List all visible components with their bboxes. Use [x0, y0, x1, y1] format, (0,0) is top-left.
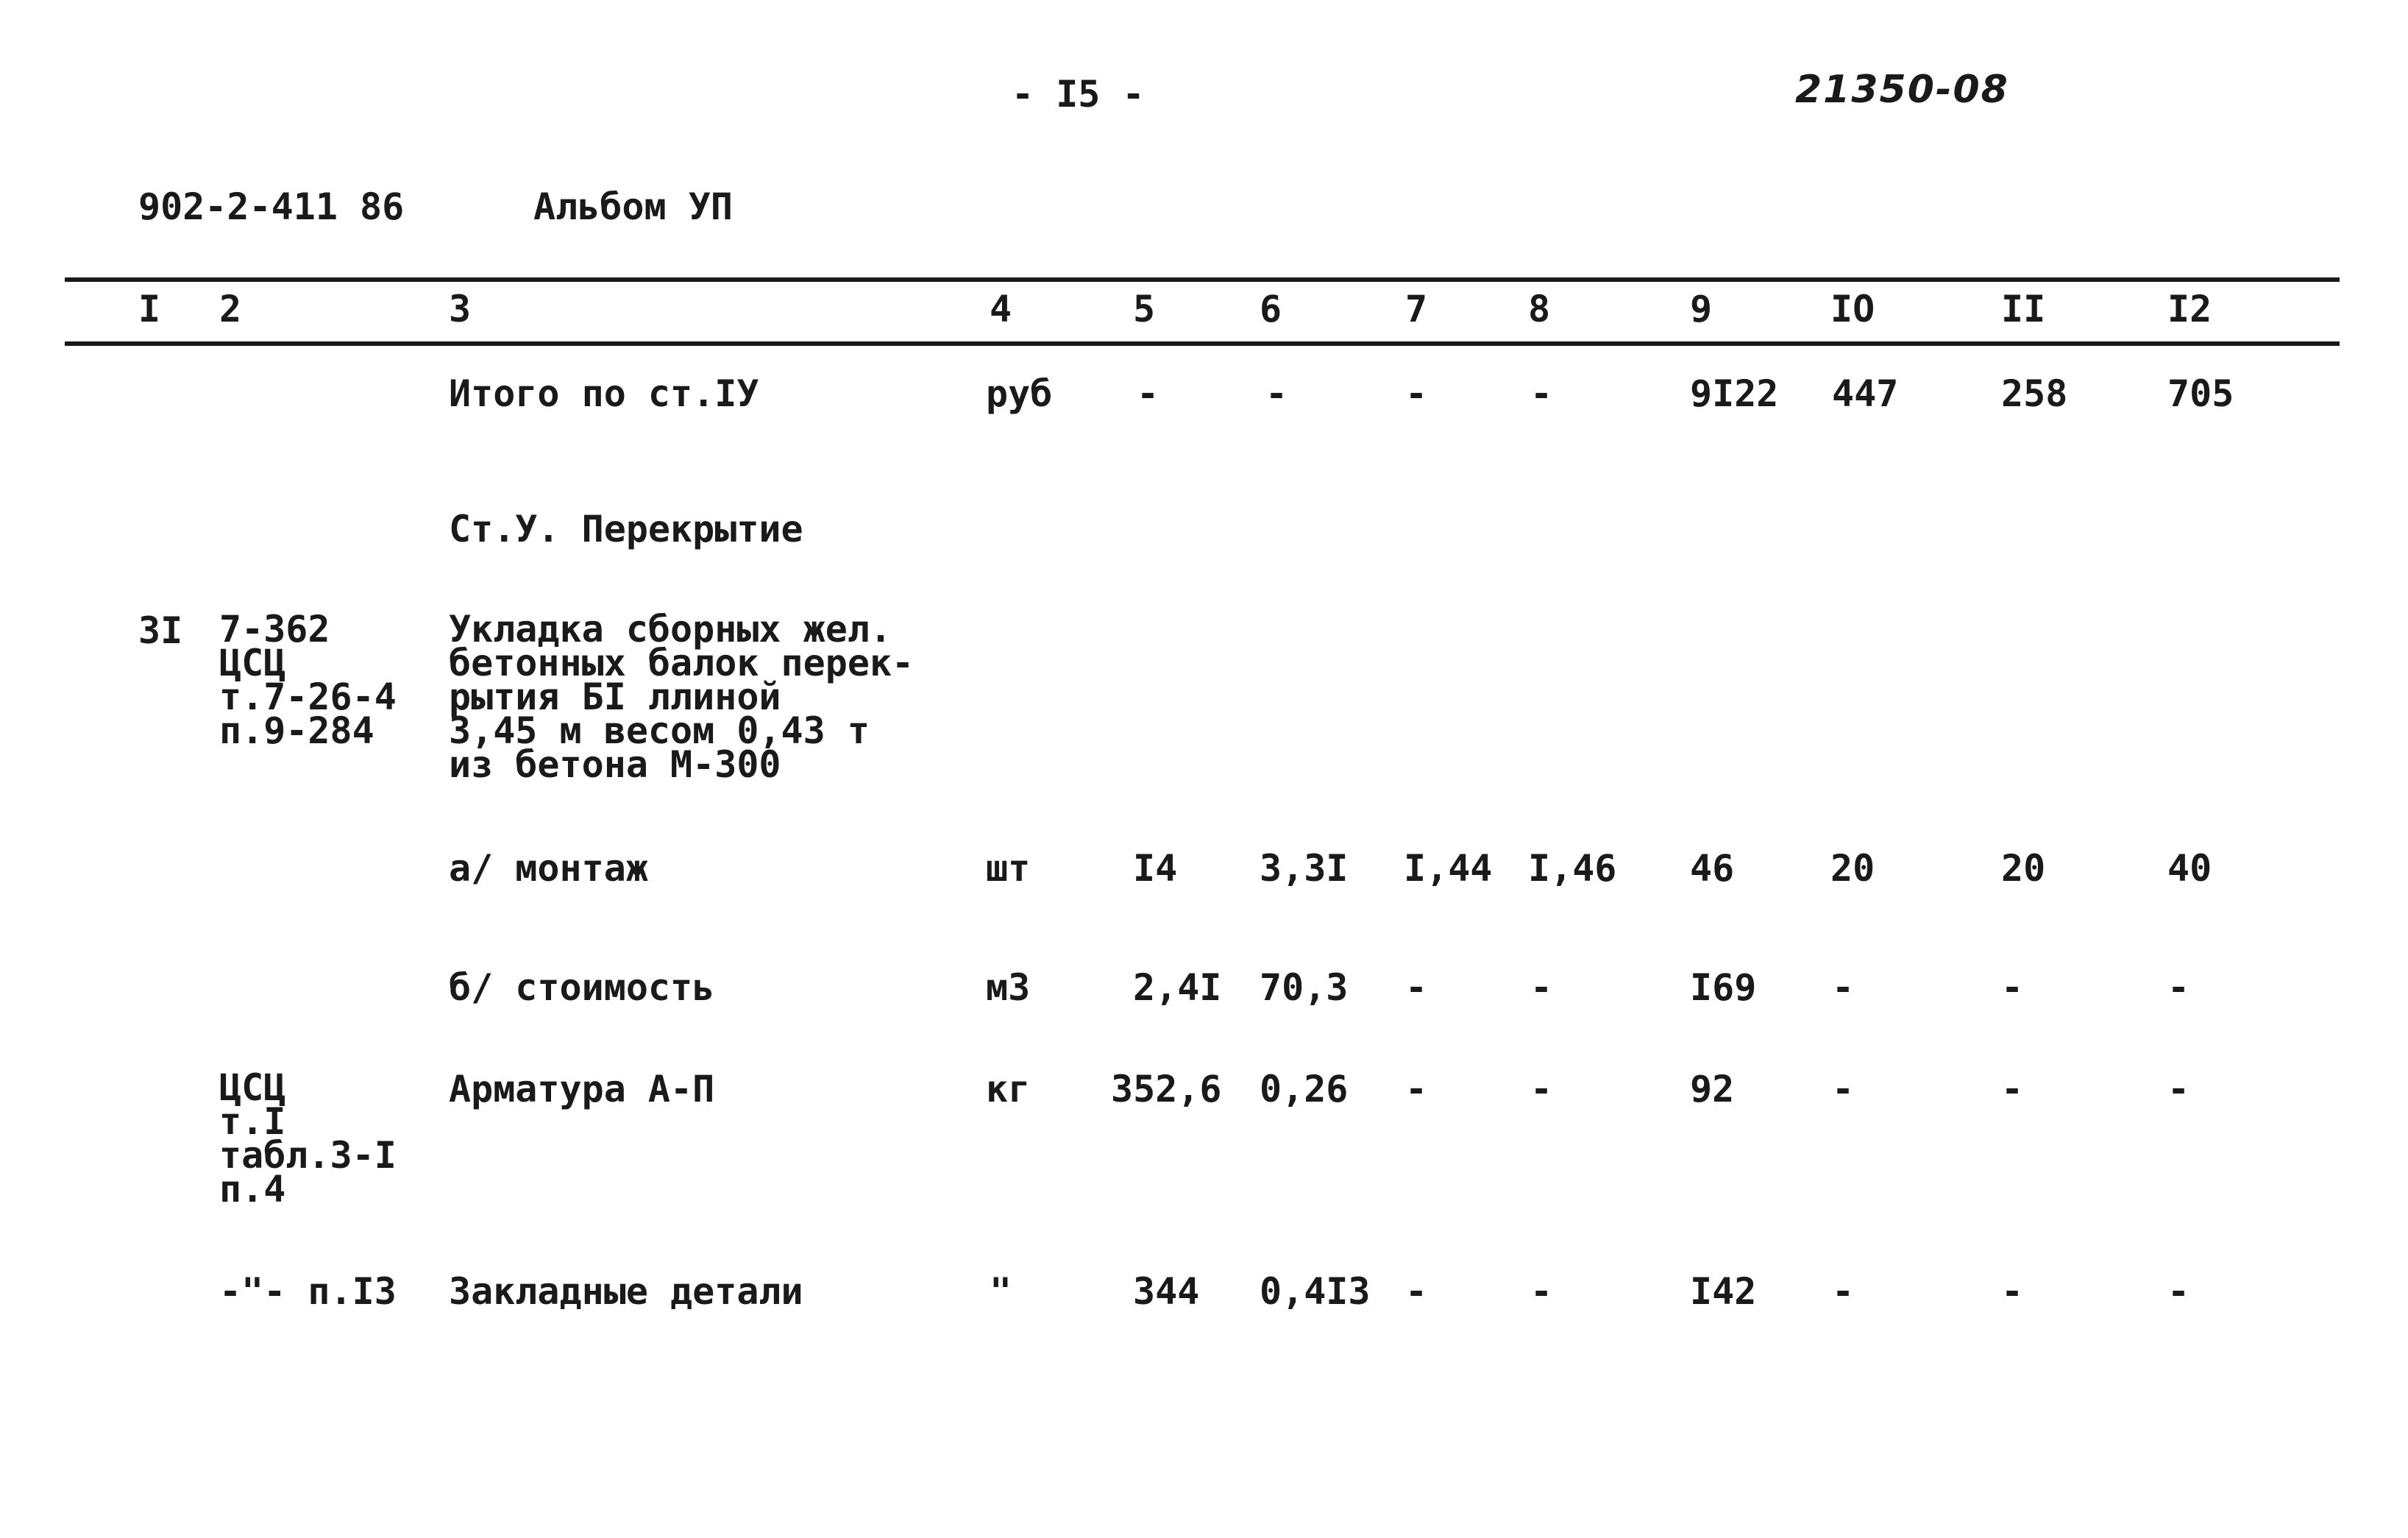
row-col10: - — [1832, 966, 1855, 1009]
col-header-2: 2 — [219, 288, 242, 330]
col-header-12: I2 — [2167, 288, 2212, 330]
col-header-3: 3 — [449, 288, 472, 330]
row-col9: 92 — [1690, 1068, 1735, 1110]
row-col8: I,46 — [1528, 847, 1617, 890]
row-unit: м3 — [986, 966, 1031, 1009]
row-col6: 0,4I3 — [1260, 1270, 1371, 1313]
row-col10: 20 — [1830, 847, 1875, 890]
section-title: Ст.У. Перекрытие — [449, 508, 803, 550]
col-header-1: I — [138, 288, 161, 330]
row-col6: 3,3I — [1260, 847, 1349, 890]
project-number: 902-2-411 86 — [138, 185, 405, 228]
row-unit: шт — [986, 847, 1031, 890]
row-col5: I4 — [1133, 847, 1178, 890]
row-col12: - — [2167, 966, 2190, 1009]
row-col11: - — [2001, 966, 2024, 1009]
total-unit: руб — [986, 372, 1053, 415]
col-header-9: 9 — [1690, 288, 1713, 330]
row-col9: I42 — [1690, 1270, 1757, 1313]
row-reference: -"- п.I3 — [219, 1270, 397, 1313]
item-description: Укладка сборных жел. бетонных балок перек- рытия БI ллиной 3,45 м весом 0,43 т из бетона М-300 — [449, 608, 914, 786]
row-name: а/ монтаж — [449, 847, 648, 890]
album-label: Альбом УП — [533, 185, 733, 228]
col-header-11: II — [2001, 288, 2046, 330]
total-col12: 705 — [2167, 372, 2234, 415]
row-col7: - — [1405, 966, 1428, 1009]
total-col5: - — [1137, 372, 1159, 415]
total-col10: 447 — [1832, 372, 1899, 415]
item-reference: 7-362 ЦСЦ т.7-26-4 п.9-284 — [219, 608, 397, 752]
total-col11: 258 — [2001, 372, 2068, 415]
col-header-6: 6 — [1260, 288, 1282, 330]
row-col6: 70,3 — [1260, 966, 1349, 1009]
document-code: 21350-08 — [1795, 68, 2009, 112]
row-col11: - — [2001, 1270, 2024, 1313]
total-name: Итого по ст.IУ — [449, 372, 759, 415]
col-header-8: 8 — [1528, 288, 1551, 330]
total-col7: - — [1405, 372, 1428, 415]
row-col7: - — [1405, 1068, 1428, 1110]
row-col12: 40 — [2167, 847, 2212, 890]
row-col8: - — [1530, 1270, 1553, 1313]
item-number: 3I — [138, 609, 183, 652]
row-col5: 344 — [1133, 1270, 1200, 1313]
col-header-5: 5 — [1133, 288, 1156, 330]
row-col10: - — [1832, 1270, 1855, 1313]
total-col8: - — [1530, 372, 1553, 415]
row-col7: - — [1405, 1270, 1428, 1313]
col-header-7: 7 — [1405, 288, 1428, 330]
row-unit: кг — [986, 1068, 1031, 1110]
row-col10: - — [1832, 1068, 1855, 1110]
total-col6: - — [1265, 372, 1288, 415]
row-name: Арматура А-П — [449, 1068, 715, 1110]
row-reference: ЦСЦ т.I табл.3-I п.4 — [219, 1066, 397, 1211]
row-col9: 46 — [1690, 847, 1735, 890]
row-col9: I69 — [1690, 966, 1757, 1009]
row-unit: " — [990, 1270, 1012, 1313]
row-col6: 0,26 — [1260, 1068, 1349, 1110]
page-number: - I5 - — [1012, 73, 1145, 116]
row-col5: 352,6 — [1111, 1068, 1222, 1110]
row-col12: - — [2167, 1270, 2190, 1313]
row-col5: 2,4I — [1133, 966, 1222, 1009]
table-header-rule — [65, 341, 2340, 346]
col-header-10: IO — [1830, 288, 1875, 330]
row-col11: - — [2001, 1068, 2024, 1110]
row-col8: - — [1530, 966, 1553, 1009]
row-col11: 20 — [2001, 847, 2046, 890]
col-header-4: 4 — [990, 288, 1012, 330]
table-top-rule — [65, 277, 2340, 282]
row-col12: - — [2167, 1068, 2190, 1110]
row-col8: - — [1530, 1068, 1553, 1110]
row-name: б/ стоимость — [449, 966, 715, 1009]
row-name: Закладные детали — [449, 1270, 803, 1313]
row-col7: I,44 — [1404, 847, 1493, 890]
total-col9: 9I22 — [1690, 372, 1779, 415]
